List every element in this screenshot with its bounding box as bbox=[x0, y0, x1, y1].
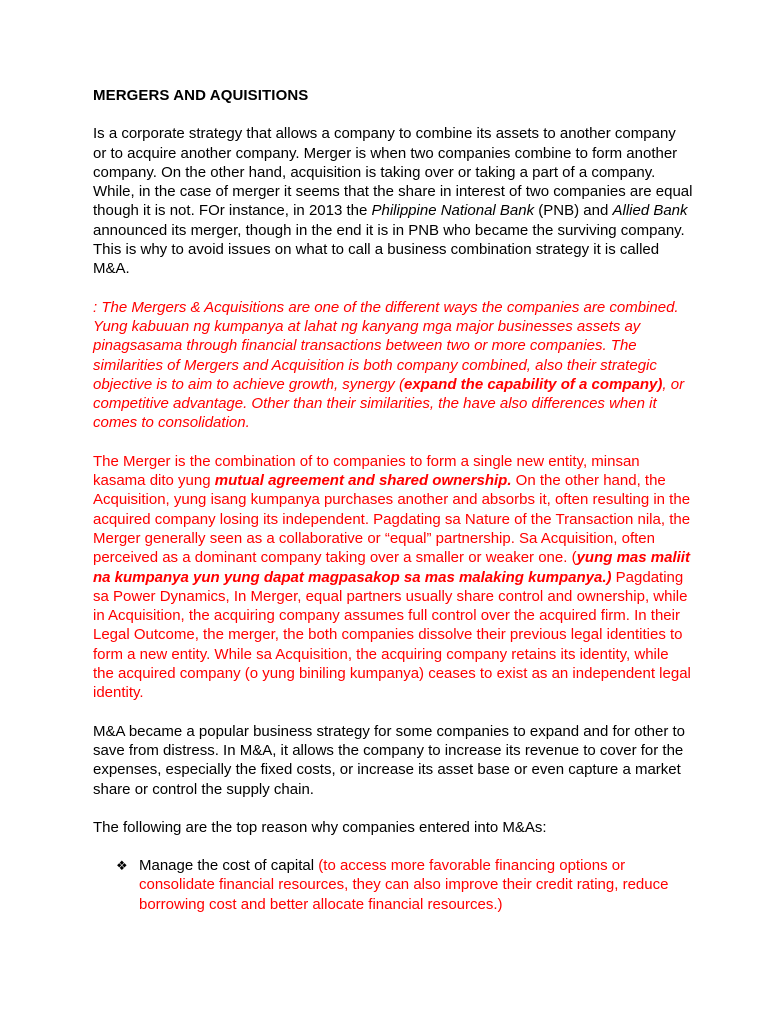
paragraph-text: On the other hand, the Acquisition, yung isang kumpanya purchases another and absorbs it, often resulting in the acquired company losing its independent. Pagdating sa Nature of the Transaction nila, the Merger generally seen as a collaborative or “equal” partnership. Sa Acquisition, often perceived as a dominant company taking over a smaller or weaker one. ( bbox=[93, 472, 691, 567]
paragraph-text: (PNB) and bbox=[534, 202, 613, 220]
paragraph-text: announced its merger, though in the end it is in PNB who became the surviving company. This is why to avoid issues on what to call a business combination strategy it is called M&A. bbox=[93, 221, 685, 278]
document-page bbox=[93, 86, 693, 914]
paragraph-annotation-similarities bbox=[93, 298, 693, 433]
paragraph-reasons-intro: The following are the top reason why companies entered into M&As: bbox=[93, 818, 547, 836]
list-item-text: Manage the cost of capital bbox=[139, 857, 319, 875]
reasons-list bbox=[93, 856, 693, 914]
document-title: MERGERS AND AQUISITIONS bbox=[93, 87, 309, 104]
bold-emphasis: expand the capability of a company) bbox=[403, 375, 663, 393]
paragraph-definition bbox=[93, 124, 693, 278]
bold-italic-emphasis: mutual agreement and shared ownership. bbox=[214, 472, 512, 490]
paragraph-text: Pagdating sa Power Dynamics, In Merger, equal partners usually share control and ownership, while in Acquisition, the acquiring company assumes full control over the acquired firm. In their Legal Outcome, the merger, the both companies dissolve their previous legal identities to form a new entity. While sa Acquisition, the acquiring company retains its identity, while the acquired company (o yung biniling kumpanya) ceases to exist as an independent legal identity. bbox=[93, 568, 691, 702]
paragraph-text: Is a corporate strategy that allows a company to combine its assets to another company or to acquire another company. Merger is when two companies combine to form another company. On the other hand, acquisition is taking over or taking a part of a company. While, in the case of merger it seems that the share in interest of two companies are equal though it is not. FOr instance, in 2013 the bbox=[93, 125, 693, 220]
paragraph-text: , or competitive advantage. Other than their similarities, the have also differences when it comes to consolidation. bbox=[93, 375, 685, 432]
list-item bbox=[93, 856, 693, 914]
paragraph-text: : The Mergers & Acquisitions are one of the different ways the companies are combined. Yung kabuuan ng kumpanya at lahat ng kanyang mga major businesses assets ay pinagsasama through financial transactions between two or more companies. The similarities of Mergers and Acquisition is both company combined, also their strategic objective is to aim to achieve growth, synergy ( bbox=[93, 298, 679, 393]
paragraph-text: The Merger is the combination of to companies to form a single new entity, minsan kasama dito yung bbox=[93, 452, 640, 490]
list-item-annotation: (to access more favorable financing options or consolidate financial resources, they can also improve their credit rating, reduce borrowing cost and better allocate financial resources.) bbox=[139, 857, 669, 913]
paragraph-strategy: M&A became a popular business strategy for some companies to expand and for other to save from distress. In M&A, it allows the company to increase its revenue to cover for the expenses, especially the fixed costs, or increase its asset base or even capture a market share or control the supply chain. bbox=[93, 722, 686, 798]
diamond-bullet-icon: ❖ bbox=[116, 858, 128, 874]
italic-bank-name: Philippine National Bank bbox=[371, 202, 535, 220]
italic-bank-name: Allied Bank bbox=[612, 202, 688, 220]
paragraph-annotation-differences bbox=[93, 452, 693, 703]
bold-italic-emphasis: yung mas maliit na kumpanya yun yung dapat magpasakop sa mas malaking kumpanya.) bbox=[93, 549, 690, 586]
